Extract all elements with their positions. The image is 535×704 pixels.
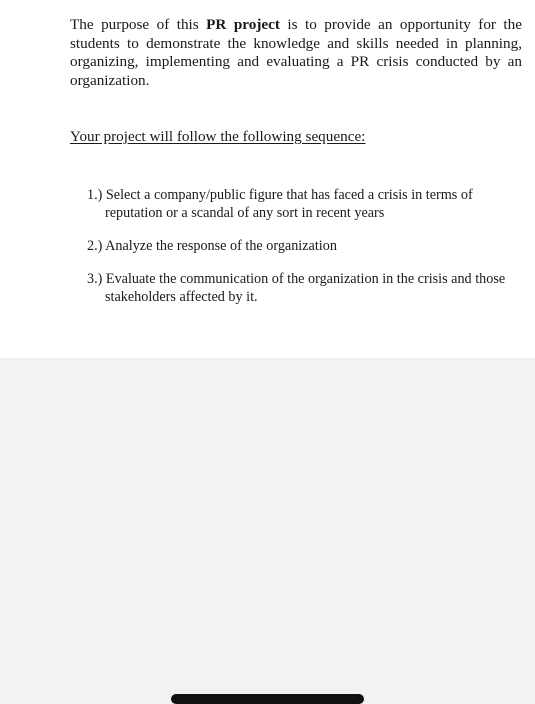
intro-text-start: The purpose of this (70, 16, 207, 33)
steps-list (87, 186, 522, 306)
intro-text-end: is to provide an opportunity for the students to demonstrate the knowledge and skills needed in planning, organizing, implementing and evaluating a PR crisis conducted by an organization. (70, 16, 522, 89)
list-item-step-1: 1.) Select a company/public figure that has faced a crisis in terms of reputation or a scandal of any sort in recent years (87, 187, 473, 221)
intro-bold-phrase: PR project (206, 16, 280, 33)
intro-paragraph (70, 16, 522, 90)
list-item-step-2: 2.) Analyze the response of the organization (87, 238, 337, 254)
home-indicator-bar[interactable] (171, 694, 364, 704)
sequence-heading: Your project will follow the following sequence: (70, 128, 366, 145)
list-item-step-3: 3.) Evaluate the communication of the organization in the crisis and those stakeholders affected by it. (87, 271, 506, 305)
